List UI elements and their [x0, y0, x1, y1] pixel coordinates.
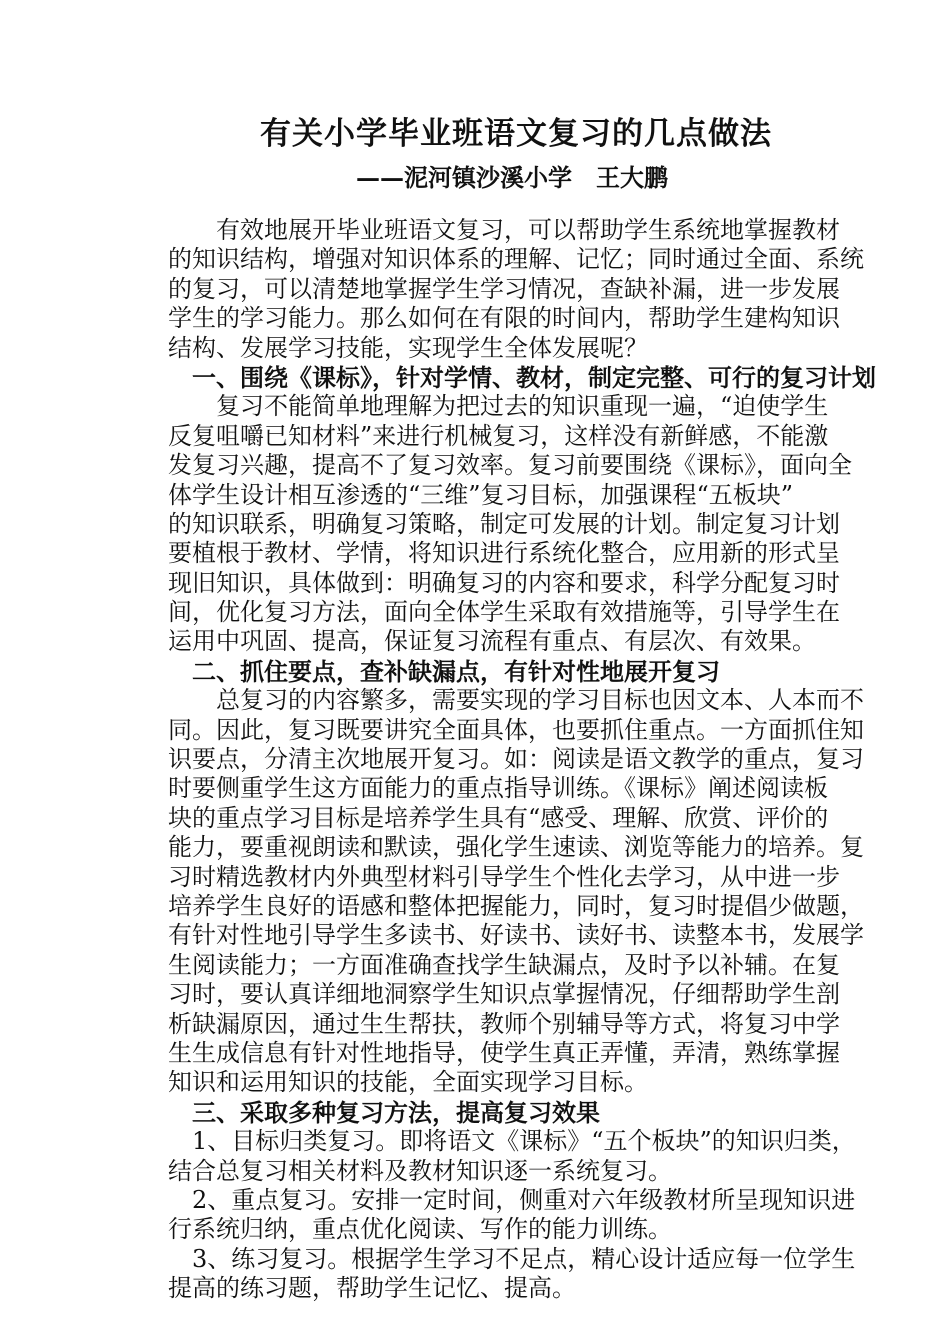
section-heading: 二、抓住要点，查补缺漏点，有针对性地展开复习	[168, 656, 720, 686]
paragraph-line: 块的重点学习目标是培养学生具有“感受、理解、欣赏、评价的	[168, 803, 829, 832]
paragraph-line: 析缺漏原因，通过生生帮扶，教师个别辅导等方式，将复习中学	[168, 1009, 840, 1038]
paragraph-line: 的复习，可以清楚地掌握学生学习情况，查缺补漏，进一步发展	[168, 274, 840, 303]
paragraph-line: 结合总复习相关材料及教材知识逐一系统复习。	[168, 1156, 672, 1185]
paragraph-line: 有效地展开毕业班语文复习，可以帮助学生系统地掌握教材	[168, 216, 840, 244]
paragraph-line: 学生的学习能力。那么如何在有限的时间内，帮助学生建构知识	[168, 304, 840, 333]
paragraph-line: 反复咀嚼已知材料”来进行机械复习，这样没有新鲜感，不能激	[168, 421, 829, 450]
paragraph-line: 1、目标归类复习。即将语文《课标》“五个板块”的知识归类，	[168, 1127, 856, 1156]
paragraph-line: 知识和运用知识的技能，全面实现学习目标。	[168, 1068, 648, 1097]
paragraph-line: 复习不能简单地理解为把过去的知识重现一遍，“迫使学生	[168, 392, 829, 421]
paragraph-line: 间，优化复习方法，面向全体学生采取有效措施等，引导学生在	[168, 598, 840, 627]
paragraph-line: 有针对性地引导学生多读书、好读书、读好书、读整本书，发展学	[168, 921, 864, 950]
paragraph-line: 习时，要认真详细地洞察学生知识点掌握情况，仔细帮助学生剖	[168, 980, 840, 1009]
paragraph-line: 发复习兴趣，提高不了复习效率。复习前要围绕《课标》，面向全	[168, 451, 852, 480]
document-subtitle: ——泥河镇沙溪小学 王大鹏	[356, 163, 668, 192]
paragraph-line: 2、重点复习。安排一定时间，侧重对六年级教材所呈现知识进	[168, 1185, 856, 1214]
paragraph-line: 的知识结构，增强对知识体系的理解、记忆；同时通过全面、系统	[168, 245, 864, 274]
paragraph-line: 生生成信息有针对性地指导，使学生真正弄懂，弄清，熟练掌握	[168, 1038, 840, 1067]
section-heading: 三、采取多种复习方法，提高复习效果	[168, 1097, 600, 1127]
paragraph-line: 行系统归纳，重点优化阅读、写作的能力训练。	[168, 1215, 672, 1244]
paragraph-line: 现旧知识，具体做到：明确复习的内容和要求，科学分配复习时	[168, 568, 840, 597]
paragraph-line: 培养学生良好的语感和整体把握能力，同时，复习时提倡少做题，	[168, 891, 864, 920]
paragraph-line: 总复习的内容繁多，需要实现的学习目标也因文本、人本而不	[168, 686, 864, 715]
paragraph-line: 提高的练习题，帮助学生记忆、提高。	[168, 1274, 576, 1303]
paragraph-line: 要植根于教材、学情，将知识进行系统化整合，应用新的形式呈	[168, 539, 840, 568]
paragraph-line: 的知识联系，明确复习策略，制定可发展的计划。制定复习计划	[168, 509, 840, 538]
paragraph-line: 能力，要重视朗读和默读，强化学生速读、浏览等能力的培养。复	[168, 833, 864, 862]
document-title: 有关小学毕业班语文复习的几点做法	[260, 116, 772, 152]
paragraph-line: 习时精选教材内外典型材料引导学生个性化去学习，从中进一步	[168, 862, 840, 891]
paragraph-line: 体学生设计相互渗透的“三维”复习目标，加强课程“五板块”	[168, 480, 794, 509]
paragraph-line: 3、练习复习。根据学生学习不足点，精心设计适应每一位学生	[168, 1244, 856, 1273]
document-body	[168, 216, 888, 1303]
section-heading: 一、围绕《课标》，针对学情、教材，制定完整、可行的复习计划	[168, 362, 876, 392]
paragraph-line: 运用中巩固、提高，保证复习流程有重点、有层次、有效果。	[168, 627, 816, 656]
paragraph-line: 生阅读能力；一方面准确查找学生缺漏点，及时予以补辅。在复	[168, 950, 840, 979]
paragraph-line: 时要侧重学生这方面能力的重点指导训练。《课标》阐述阅读板	[168, 774, 828, 803]
paragraph-line: 同。因此，复习既要讲究全面具体，也要抓住重点。一方面抓住知	[168, 715, 864, 744]
paragraph-line: 结构、发展学习技能，实现学生全体发展呢？	[168, 333, 648, 362]
paragraph-line: 识要点，分清主次地展开复习。如：阅读是语文教学的重点，复习	[168, 745, 864, 774]
